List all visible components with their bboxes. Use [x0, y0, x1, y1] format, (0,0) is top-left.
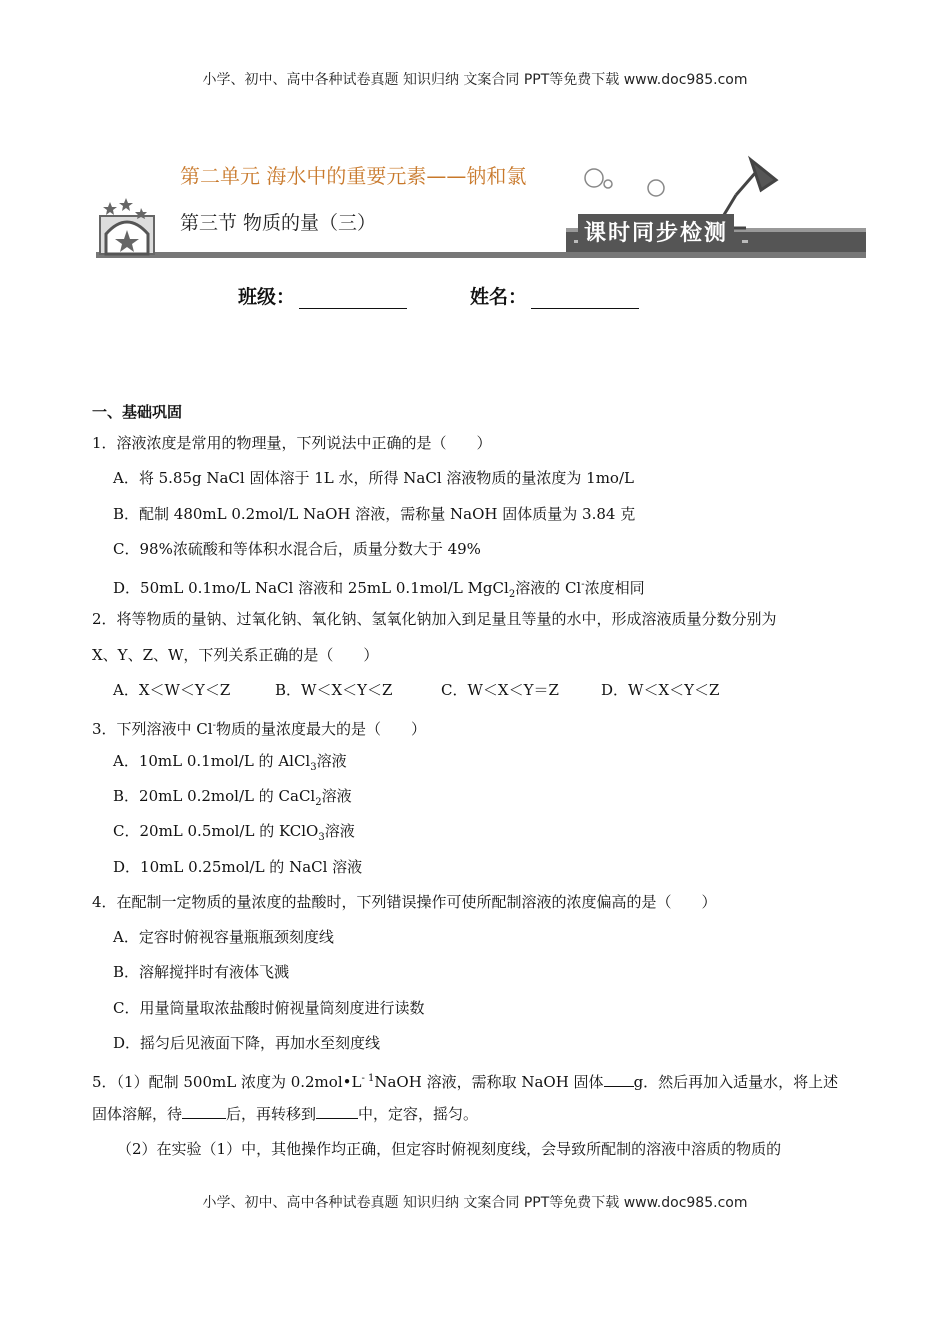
q2-options	[92, 673, 868, 708]
section-title: 第三节 物质的量（三）	[180, 212, 377, 234]
q3-option-a: A．10mL 0.1mol/L 的 AlCl$_3$溶液	[113, 751, 347, 773]
q1-option-b: B．配制 480mL 0.2mol/L NaOH 溶液，需称量 NaOH 固体质量为 3.84 克	[113, 504, 636, 523]
q3-option-d: D．10mL 0.25mol/L 的 NaCl 溶液	[113, 857, 363, 876]
class-field	[238, 282, 407, 309]
section-heading: 一、基础巩固	[92, 403, 183, 421]
q1-option-c: C．98%浓硫酸和等体积水混合后，质量分数大于 49%	[113, 539, 481, 558]
q2-option-b: B．W＜X＜Y＜Z	[275, 681, 393, 700]
name-label: 姓名：	[470, 286, 528, 308]
q2-option-d: D．W＜X＜Y＜Z	[601, 681, 720, 700]
q4-option-a: A．定容时俯视容量瓶瓶颈刻度线	[113, 928, 334, 947]
class-label: 班级：	[238, 286, 296, 308]
q5-blank-transfer[interactable]	[316, 1104, 358, 1119]
q4-stem: 4．在配制一定物质的量浓度的盐酸时，下列错误操作可使所配制溶液的浓度偏高的是（ ）	[92, 892, 717, 911]
q1-option-d: D．50mL 0.1mo/L NaCl 溶液和 25mL 0.1mol/L MgCl$_2$溶液的 Cl-浓度相同	[113, 579, 645, 601]
q4-option-c: C．用量筒量取浓盐酸时俯视量筒刻度进行读数	[113, 998, 425, 1017]
q2-option-a: A．X＜W＜Y＜Z	[113, 681, 231, 700]
q2-option-c: C．W＜X＜Y＝Z	[441, 681, 559, 700]
q2-stem-line2: X、Y、Z、W，下列关系正确的是（ ）	[92, 645, 379, 664]
page-footer-ad: 小学、初中、高中各种试卷真题 知识归纳 文案合同 PPT等免费下载 www.doc985.com	[202, 1195, 748, 1211]
q4-option-d: D．摇匀后见液面下降，再加水至刻度线	[113, 1034, 381, 1053]
question-body	[92, 398, 868, 1167]
star-seal-icon	[100, 198, 154, 254]
q5-line1: 5．（1）配制 500mL 浓度为 $0.2mol•L^{- 1}NaOH$ 溶液，需称取 NaOH 固体 g．然后再加入适量水，将上述	[92, 1073, 839, 1092]
class-blank[interactable]	[299, 288, 407, 309]
q5-line3: （2）在实验（1）中，其他操作均正确，但定容时俯视刻度线，会导致所配制的溶液中溶质的物质的	[117, 1139, 782, 1158]
q5-blank-mass[interactable]	[604, 1072, 634, 1087]
q2-stem-line1: 2．将等物质的量钠、过氧化钠、氧化钠、氢氧化钠加入到足量且等量的水中，形成溶液质量分数分别为	[92, 610, 777, 629]
q3-option-c: C．20mL 0.5mol/L 的 KClO$_3$溶液	[113, 822, 355, 844]
name-field	[470, 282, 639, 309]
q3-stem: 3．下列溶液中 Cl-物质的量浓度最大的是（ ）	[92, 720, 426, 739]
unit-title: 第二单元 海水中的重要元素——钠和氯	[180, 164, 527, 188]
q5-line2: 固体溶解，待 后，再转移到 中，定容，摇匀。	[92, 1104, 479, 1123]
q1-option-a: A．将 5.85g NaCl 固体溶于 1L 水，所得 NaCl 溶液物质的量浓度为 1mo/L	[113, 469, 634, 488]
name-blank[interactable]	[531, 288, 639, 309]
q4-option-b: B．溶解搅拌时有液体飞溅	[113, 963, 290, 982]
q1-stem: 1．溶液浓度是常用的物理量，下列说法中正确的是（ ）	[92, 434, 492, 452]
badge-label: 课时同步检测	[578, 214, 734, 249]
page-header-ad: 小学、初中、高中各种试卷真题 知识归纳 文案合同 PPT等免费下载 www.doc985.com	[202, 72, 748, 88]
q3-option-b: B．20mL 0.2mol/L 的 CaCl$_2$溶液	[113, 786, 352, 808]
q5-blank-wait[interactable]	[182, 1104, 226, 1119]
